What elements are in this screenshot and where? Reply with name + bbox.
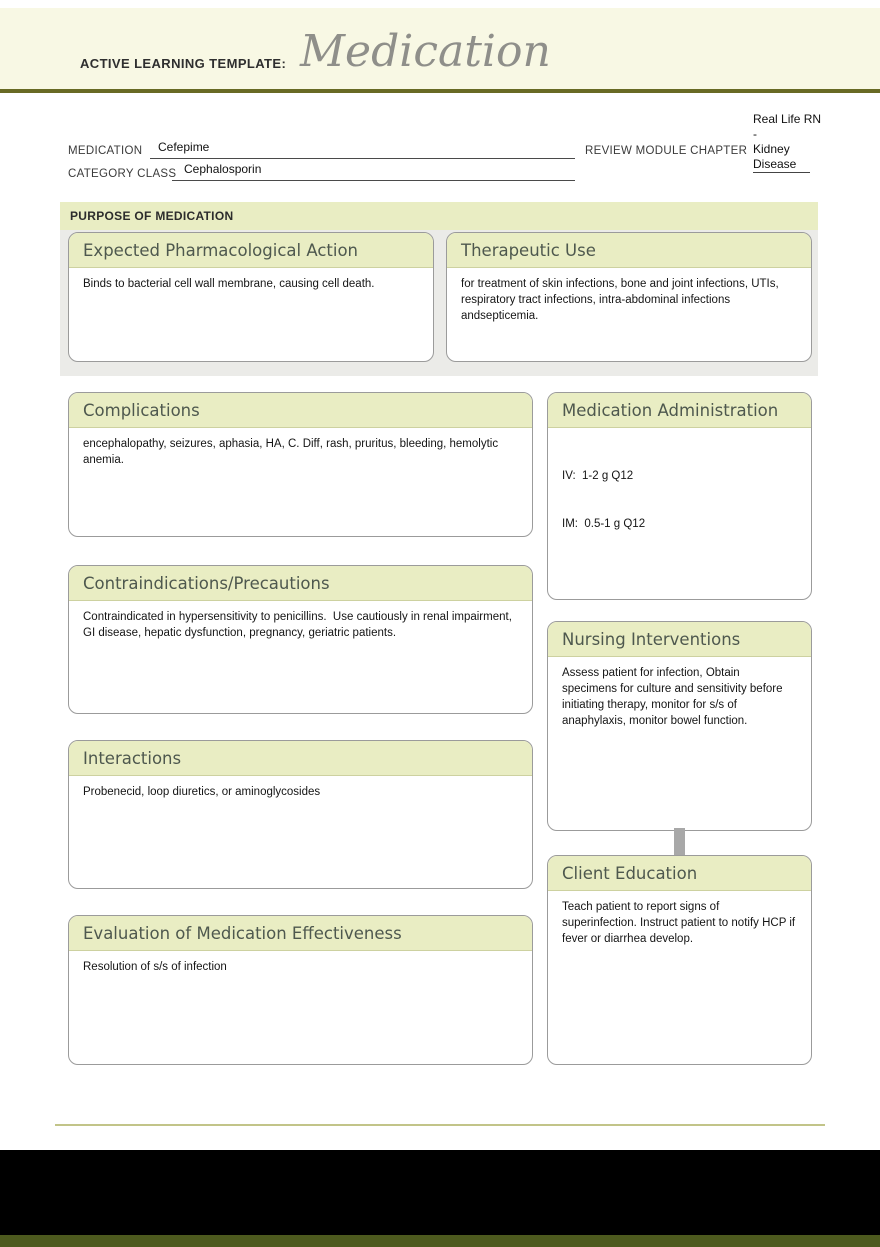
- box-body: Binds to bacterial cell wall membrane, causing cell death.: [83, 278, 375, 290]
- page-title: Medication: [300, 26, 551, 77]
- box-body: encephalopathy, seizures, aphasia, HA, C. Diff, rash, pruritus, bleeding, hemolytic anemia.: [83, 438, 502, 467]
- category-class-value: Cephalosporin: [184, 162, 262, 176]
- box-body: Contraindicated in hypersensitivity to penicillins. Use cautiously in renal impairment, GI disease, hepatic dysfunction, pregnancy, geriatric patients.: [83, 611, 516, 640]
- administration-im-line: IM: 0.5-1 g Q12: [562, 518, 646, 531]
- box-title: Expected Pharmacological Action: [69, 233, 433, 268]
- review-module-chapter-label: REVIEW MODULE CHAPTER: [585, 145, 748, 157]
- review-value-line2: Kidney: [753, 142, 790, 156]
- administration-iv-line: IV: 1-2 g Q12: [562, 470, 634, 483]
- box-title: Client Education: [548, 856, 811, 891]
- box-body: Assess patient for infection, Obtain specimens for culture and sensitivity before initiating therapy, monitor for s/s of anaphylaxis, monitor bowel function.: [562, 667, 786, 728]
- box-title: Interactions: [69, 741, 532, 776]
- box-title: Medication Administration: [548, 393, 811, 428]
- footer-olive-band: [0, 1235, 880, 1247]
- nursing-interventions-box: [547, 621, 812, 831]
- box-title: Contraindications/Precautions: [69, 566, 532, 601]
- category-class-label: CATEGORY CLASS: [68, 168, 177, 180]
- interactions-box: [68, 740, 533, 889]
- review-value-line1: Real Life RN -: [753, 112, 822, 141]
- box-body: Teach patient to report signs of superinfection. Instruct patient to notify HCP if fever or diarrhea develop.: [562, 901, 799, 946]
- box-body: Probenecid, loop diuretics, or aminoglycosides: [83, 786, 321, 798]
- category-class-field: [172, 162, 575, 181]
- box-title: Therapeutic Use: [447, 233, 811, 268]
- footer-divider-rule: [55, 1124, 825, 1126]
- expected-pharmacological-action-box: [68, 232, 434, 362]
- complications-box: [68, 392, 533, 537]
- box-title: Evaluation of Medication Effectiveness: [69, 916, 532, 951]
- box-body: Resolution of s/s of infection: [83, 961, 227, 973]
- medication-label: MEDICATION: [68, 145, 143, 157]
- contraindications-precautions-box: [68, 565, 533, 714]
- template-type-label: ACTIVE LEARNING TEMPLATE:: [80, 56, 287, 71]
- review-module-chapter-value: [753, 112, 828, 173]
- medication-field: [150, 140, 575, 159]
- box-title: Complications: [69, 393, 532, 428]
- box-body: for treatment of skin infections, bone and joint infections, UTIs, respiratory tract infections, intra-abdominal infections andsepticemia.: [461, 278, 782, 323]
- medication-administration-box: [547, 392, 812, 600]
- medication-value: Cefepime: [158, 140, 210, 154]
- box-connector-bar: [674, 828, 685, 858]
- evaluation-effectiveness-box: [68, 915, 533, 1065]
- footer-black-band: [0, 1150, 880, 1235]
- therapeutic-use-box: [446, 232, 812, 362]
- client-education-box: [547, 855, 812, 1065]
- box-body: [548, 428, 811, 573]
- box-title: Nursing Interventions: [548, 622, 811, 657]
- purpose-section-header: PURPOSE OF MEDICATION: [60, 202, 818, 230]
- review-value-line3: Disease: [753, 157, 810, 173]
